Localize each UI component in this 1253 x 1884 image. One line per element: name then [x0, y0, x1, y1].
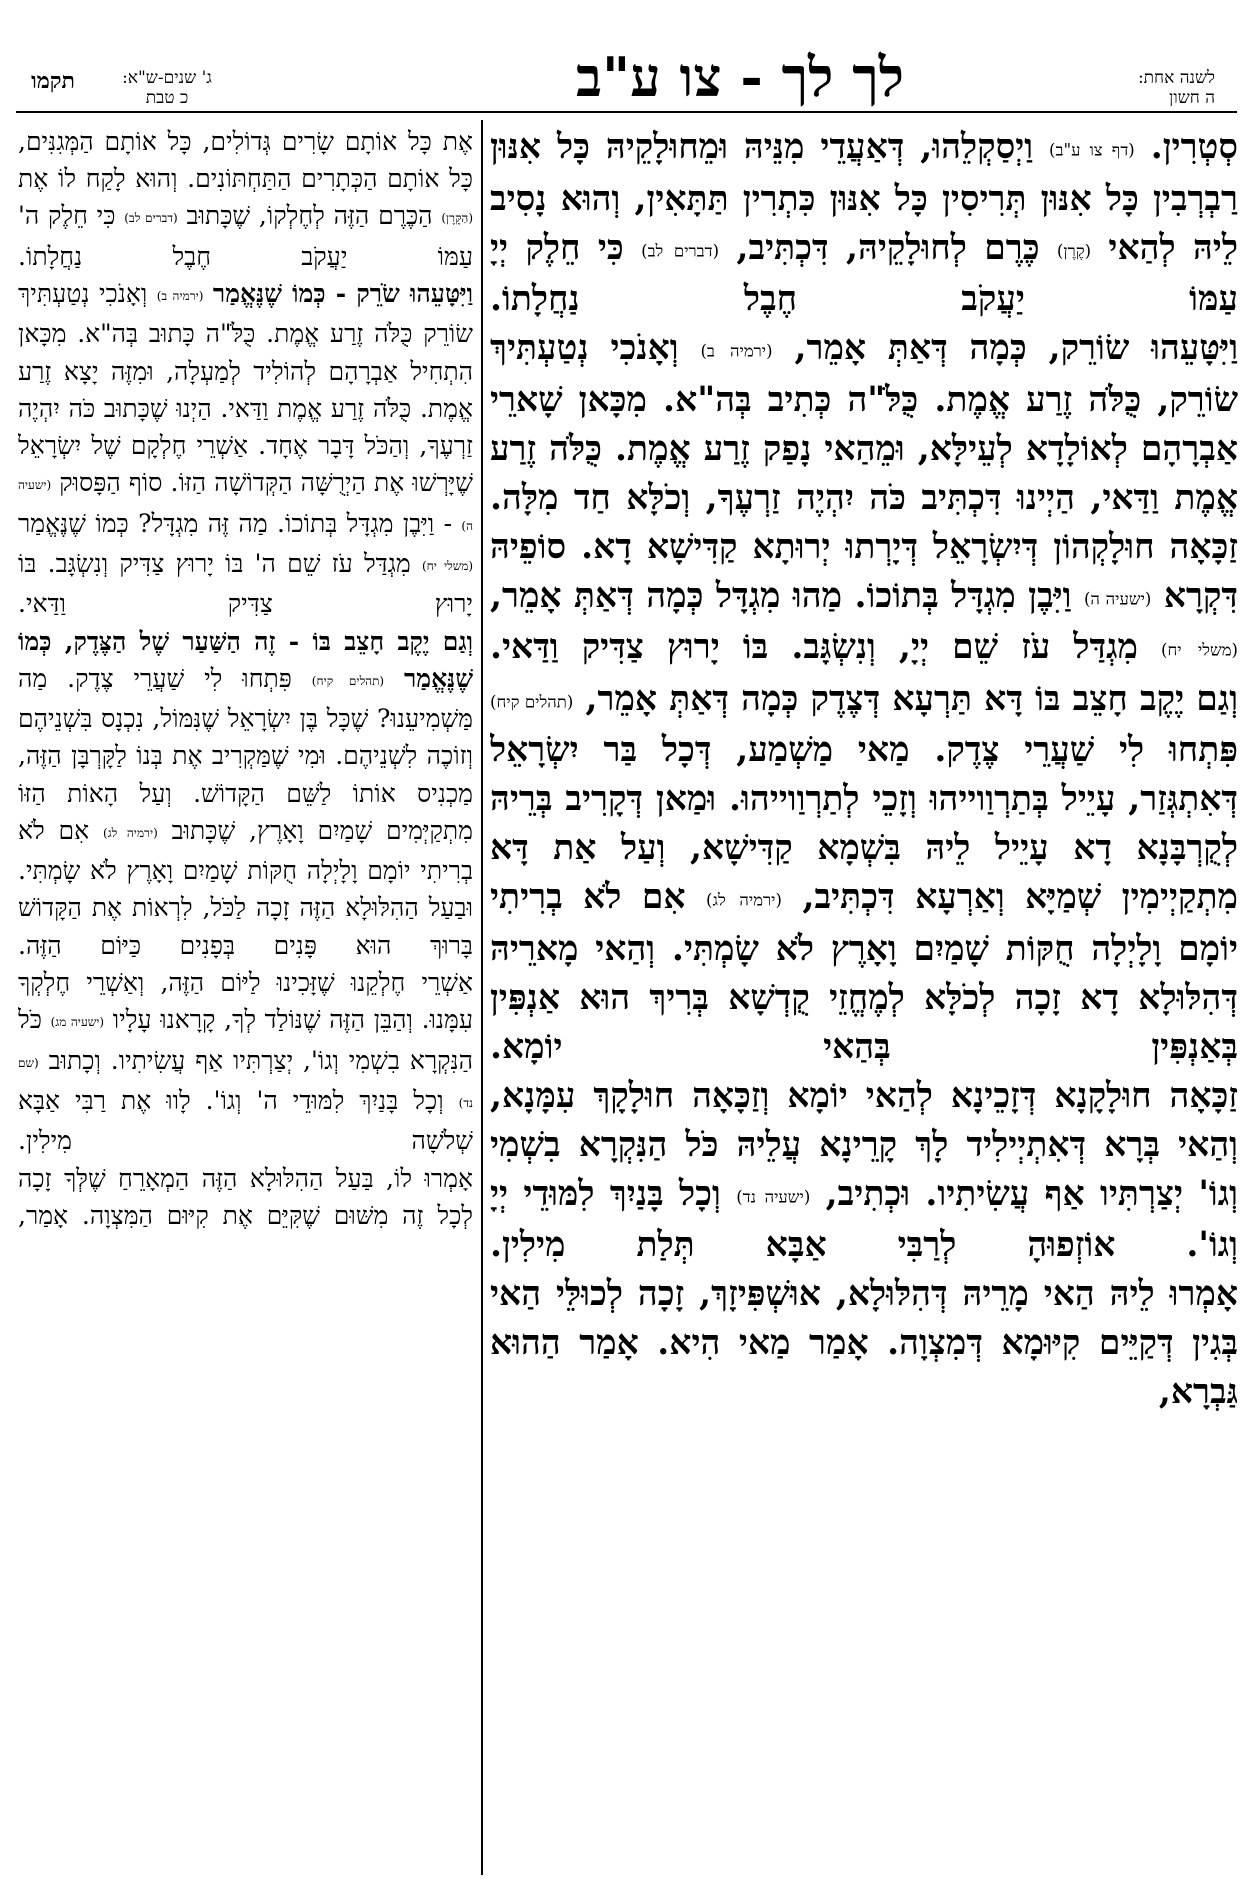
- side-s3-text-3: אִם לֹא בְרִיתִי יוֹמָם וָלָיְלָה חֻקּוֹת שָׁמַיִם וָאָרֶץ לֹא שָׂמְתִּי. וּבַעַל הַהִלּוּלָא הַזֶּה זָכָה לַכֹּל, לִרְאוֹת אֶת הַקָּדוֹשׁ בָּרוּךְ הוּא פָּנִים בְּפָנִים כַּיּוֹם הַזֶּה.: [18, 815, 473, 960]
- main-paragraph-4: [490, 1072, 1238, 1271]
- side-paragraph-2: [18, 275, 473, 623]
- side-s4-text-2: כֹּל הַנִּקְרָא בִשְׁמִי וְגוֹ', יְצַרְתִּיו אַף עֲשִׂיתִיו. וְכָתוּב: [18, 1005, 473, 1075]
- header-date-three-years: [92, 68, 242, 108]
- main-p2-text-3: וַיִּבֶן מִגְדָּל בְּתוֹכוֹ. מַהוּ מִגְדָּל כְּמָה דְּאַתְּ אָמֵר,: [490, 575, 1072, 616]
- main-p4-text-1: זַכָּאָה חוּלָקָנָא דְּזָכֵינָא לְהַאי יוֹמָא וְזַכָּאָה חוּלָקָךְ עִמָּנָא, וְהַאי בְּרָא דְּאִתְיְילִיד לָךְ קָרֵינָא עֲלֵיהּ כֹּל הַנִּקְרָא בִשְׁמִי וְגוֹ' יְצַרְתִּיו אַף עֲשִׂיתִיו. וּכְתִיב,: [490, 1075, 1238, 1214]
- main-p2-text-2: וְאָנֹכִי נְטַעְתִּיךְ שׂוֹרֵק, כֻּלֹּה זֶרַע אֱמֶת. כֻּלֹּ"ה כְּתִיב בְּה"א. מִכָּאן שָׁארֵי אַבְרָהָם לְאוֹלָדָא לְעֵילָּא, וּמֵהַאי נָפַק זֶרַע אֱמֶת. כֻּלֹּה זֶרַע אֱמֶת וַדַּאי, הַיְינוּ דִּכְתִּיב כֹּה יִהְיֶה זַרְעֶךָ, וְכֹלָּא חַד מִלָּה. זַכָּאָה חוּלָקְהוֹן דְּיִשְׂרָאֵל דְּיָרְתוּ יְרוּתָא קַדִּישָׁא דָא. סוֹפֵיהּ דִּקְרָא: [490, 328, 1238, 616]
- main-p2-text-1: וַיִּטָּעֵהוּ שׂוֹרֵק, כְּמָה דְּאַתְּ אָמֵר,: [794, 328, 1238, 369]
- main-p1-text-1: וַיְסַקְלֵהוּ, דְּאַעֲדֵי מִנֵּיהּ וּמֵחוּלָקֵיהּ כָּל אִנּוּן רַבְרְבִין כָּל אִנּוּן תְּרִיסִין כָּל אִנּוּן כִּתְרִין תַּתָּאִין, וְהוּא נָסִיב לֵיהּ לְהַאי: [490, 127, 1238, 268]
- side-s2-text-1: וַיִּטָּעֵהוּ שֹׂרֵק - כְּמוֹ שֶׁנֶּאֱמַר: [212, 279, 473, 309]
- side-paragraph-4: [18, 964, 473, 1160]
- side-s4-ref-1: (ישעיה מג): [50, 1015, 105, 1030]
- side-s1-text-3: כִּי חֵלֶק ה' עַמּוֹ יַעֲקֹב חֶבֶל נַחֲלָתוֹ.: [18, 201, 473, 271]
- main-paragraph-5: [490, 1270, 1238, 1417]
- main-p3-ref-2: (ירמיה לג): [706, 890, 782, 910]
- main-p4-ref-1: (ישעיה נד): [736, 1187, 811, 1207]
- column-divider: [481, 120, 483, 1875]
- main-p3-text-1: וְגַם יֶקֶב חָצֵב בּוֹ דָּא תַּרְעָא דְּצֶדֶק כְּמָה דְּאַתְּ אָמֵר,: [585, 678, 1238, 719]
- side-s2-text-2: וְאָנֹכִי נְטַעְתִּיךְ שׂוֹרֵק כֻּלֹּה זֶרַע אֱמֶת. כֻּלֹּ"ה כָּתוּב בְּה"א. מִכָּאן הִתְחִיל אַבְרָהָם לְהוֹלִיד לְמַעְלָה, וּמִזֶּה יָצָא זֶרַע אֱמֶת. כֻּלֹּה זֶרַע אֱמֶת וַדַּאי. הַיְנוּ שֶׁכָּתוּב כֹּה יִהְיֶה זַרְעֶךָ, וְהַכֹּל דָּבָר אֶחָד. אַשְׁרֵי חֶלְקָם שֶׁל יִשְׂרָאֵל שֶׁיָּרְשׁוּ אֶת הַיְרֻשָּׁה הַקְּדוֹשָׁה הַזּוֹ. סוֹף הַפָּסוּק: [18, 279, 473, 498]
- header-divider: [16, 111, 1237, 113]
- main-p1-text-2: כֶּרֶם לְחוּלָקֵיהּ, דִּכְתִּיב,: [736, 227, 1040, 268]
- main-p1-text-3: כִּי חֵלֶק יְיָ עַמּוֹ יַעֲקֹב חֶבֶל נַחֲלָתוֹ.: [490, 227, 1238, 320]
- main-column: [490, 123, 1238, 1873]
- side-paragraph-1: [18, 123, 473, 275]
- header-left-line-2: כ טבת: [145, 88, 189, 108]
- side-s3-ref-1: (תהלים קיח): [311, 674, 385, 689]
- main-p2-text-4: מִגְדַּל עֹז שֵׁם יְיָ, וְנִשְׂגָּב. בּוֹ יָרוּץ צַדִּיק וַדַּאי.: [490, 627, 1138, 668]
- main-p3-ref-1: (תהלים קיח): [490, 692, 574, 712]
- header-right-line-2: ה חשון: [1169, 88, 1215, 108]
- translation-column: [18, 123, 473, 1873]
- header-left-line-1: ג' שנים-ש"א:: [122, 68, 212, 88]
- main-p1-ref-3: (דברים לב): [641, 241, 720, 261]
- side-s3-ref-2: (ירמיה לג): [102, 826, 158, 841]
- main-p4-text-2: וְכָל בָּנַיִךְ לִמּוּדֵי יְיָ וְגוֹ'. אוֹזְפוּהָ לְרַבִּי אַבָּא תְּלַת מִילִין.: [490, 1173, 1238, 1266]
- side-paragraph-5: [18, 1160, 473, 1234]
- main-paragraph-3: [490, 675, 1238, 1072]
- main-p3-text-3: אִם לֹא בְרִיתִי יוֹמָם וָלָיְלָה חֻקּוֹת שָׁמַיִם וָאָרֶץ לֹא שָׂמְתִּי. וְהַאי מָארֵיהּ דְּהִלּוּלָא דָא זָכָה לְכֹלָּא לְמֶחֱזֵי קֻדְשָׁא בְּרִיךְ הוּא אַנְפִּין בְּאַנְפִּין בְּהַאי יוֹמָא.: [490, 877, 1238, 1067]
- header-date-one-year: [1085, 68, 1215, 108]
- main-p2-ref-1: (ירמיה ב): [700, 341, 773, 361]
- side-s3-text-1: וְגַם יֶקֶב חָצֵב בּוֹ - זֶה הַשַּׁעַר שֶׁל הַצֶּדֶק, כְּמוֹ שֶׁנֶּאֱמַר: [18, 626, 473, 693]
- main-p5-text-1: אָמְרוּ לֵיהּ הַאי מָרֵיהּ דְּהִלּוּלָא, אוּשְׁפִּיזָךְ, זָכָה לְכוּלֵּי הַאי בְּגִין דְּקַיֵּים קִיּוּמָא דְּמִצְוָה. אָמַר מַאי הִיא. אָמַר הַהוּא גַּבְרָא,: [490, 1274, 1238, 1413]
- side-s2-ref-2: (ישעיה ה): [18, 478, 473, 533]
- side-s4-text-3: וְכָל בָּנַיִךְ לִמּוּדֵי ה' וְגוֹ'. לָווּ אֶת רַבִּי אַבָּא שְׁלֹשָׁה מִילִין.: [18, 1085, 473, 1156]
- main-paragraph-2: [490, 324, 1238, 675]
- side-s2-text-3: - וַיִּבֶן מִגְדָּל בְּתוֹכוֹ. מַה זֶּה מִגְדָּל? כְּמוֹ שֶׁנֶּאֱמַר: [18, 508, 453, 538]
- side-s1-ref-1: (הַקֶּרֶן): [441, 211, 473, 226]
- side-s3-text-2: פִּתְחוּ לִי שַׁעֲרֵי צֶדֶק. מַה מַּשְׁמִיעֵנוּ? שֶׁכָּל בֶּן יִשְׂרָאֵל שֶׁנִּמּוֹל, נִכְנָס בִּשְׁנֵיהֶם וְזוֹכֶה לִשְׁנֵיהֶם. וּמִי שֶׁמַּקְרִיב אֶת בְּנוֹ לַקָּרְבָּן הַזֶּה, מַכְנִיס אוֹתוֹ לַשֵּׁם הַקָּדוֹשׁ. וְעַל הָאוֹת הַזּוֹ מִתְקַיְּמִים שָׁמַיִם וָאָרֶץ, שֶׁכָּתוּב: [18, 663, 473, 845]
- side-s2-text-4: מִגְדַּל עֹז שֵׁם ה' בּוֹ יָרוּץ צַדִּיק וְנִשְׂגָּב. בּוֹ יָרוּץ צַדִּיק וַדַּאי.: [18, 549, 473, 619]
- side-s4-ref-2: (שם נד): [18, 1055, 473, 1111]
- header-right-line-1: לשנה אחת:: [1137, 68, 1215, 88]
- main-p1-ref-2: (קֶרֶן): [1056, 241, 1092, 261]
- side-s5-text-1: אָמְרוּ לוֹ, בַּעַל הַהִלּוּלָא הַזֶּה הַמְאָרֵחַ שֶׁלְּךָ זָכָה לְכָל זֶה מִשּׁוּם שֶׁקִּיֵּם אֶת קִיּוּם הַמִּצְוָה. אָמַר,: [18, 1163, 473, 1230]
- main-p2-ref-2: (ישעיה ה): [1083, 589, 1152, 609]
- side-s1-text-1: אֶת כָּל אוֹתָם שָׂרִים גְּדוֹלִים, כָּל אוֹתָם הַמְּגִנִּים, כָּל אוֹתָם הַכְּתָרִים הַתַּחְתּוֹנִים. וְהוּא לָקַח לוֹ אֶת: [18, 127, 473, 194]
- main-p2-ref-3: (משלי יח): [1161, 640, 1238, 660]
- main-p3-text-2: פִּתְחוּ לִי שַׁעֲרֵי צֶדֶק. מַאי מַשְׁמַע, דְּכָל בַּר יִשְׂרָאֵל דְּאִתְגְּזַר, עָיֵיל בְּתַרְוַוייהוּ וְזָכֵי לְתַרְוַוייהוּ. וּמַאן דְּקָרִיב בְּרֵיהּ לְקֻרְבָּנָא דָא עָיֵיל לֵיהּ בִּשְׁמָא קַדִּישָׁא, וְעַל אַת דָּא מִתְקַיְימִין שְׁמַיָּא וְאַרְעָא דִּכְתִּיב,: [490, 730, 1238, 918]
- side-s1-ref-2: (דברים לב): [124, 211, 178, 226]
- page-number: תקמו: [31, 68, 75, 94]
- side-s1-text-2: הַכֶּרֶם הַזֶּה לְחֶלְקוֹ, שֶׁכָּתוּב: [186, 201, 433, 231]
- side-s2-ref-3: (משלי יח): [421, 559, 473, 574]
- page-reference: (דף צו ע"ב): [1049, 140, 1135, 160]
- side-s2-ref-1: (ירמיה ב): [156, 289, 204, 304]
- main-paragraph-1: [490, 123, 1238, 324]
- side-s4-text-1: אַשְׁרֵי חֶלְקֵנוּ שֶׁזָּכִינוּ לַיּוֹם הַזֶּה, וְאַשְׁרֵי חֶלְקְךָ עִמָּנוּ. וְהַבֵּן הַזֶּה שֶׁנּוֹלַד לְךָ, קָרָאנוּ עָלָיו: [18, 967, 473, 1035]
- page-title: לך לך - צו ע"ב: [575, 45, 904, 109]
- side-paragraph-3: [18, 623, 473, 964]
- main-p1-opening-word: סְטְרִין.: [1150, 127, 1238, 167]
